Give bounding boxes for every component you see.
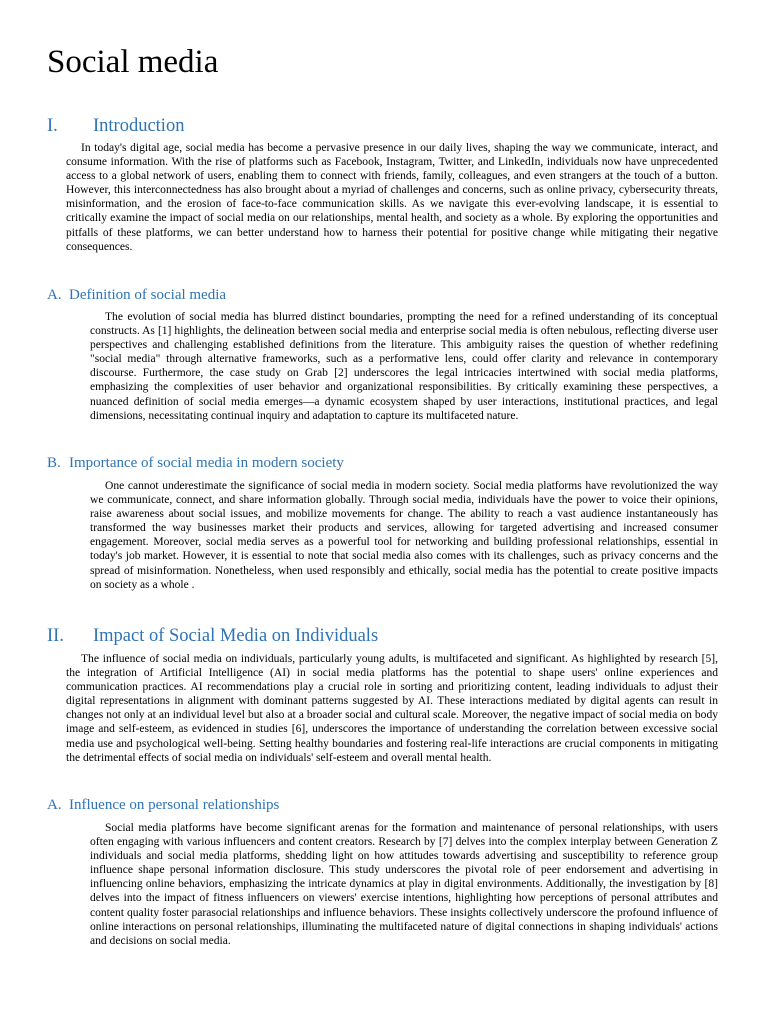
impact-paragraph: The influence of social media on individuals, particularly young adults, is multifaceted and significant. As highlighted by research [5], the integration of Artificial Intelligence (AI) in social media platforms has the potential to shape users' online experiences and communication practices. AI recommendations play a crucial role in sorting and prioritizing content, leading individuals to adjust their digital representations in alignment with dominant patterns suggested by AI. These interactions mediated by digital agents can result in changes not only at an individual level but also at a broader social and cultural scale. Moreover, the negative impact of social media on body image and self-esteem, as evidenced in studies [6], underscores the importance of understanding the correlation between excessive social media use and psychological well-being. Setting healthy boundaries and fostering real-life interactions are crucial components in mitigating the detrimental effects of social media on individuals' self-esteem and overall mental health. bbox=[66, 653, 718, 764]
relationships-paragraph: Social media platforms have become significant arenas for the formation and maintenance of personal relationships, with users often engaging with various influencers and content creators. Research by [7] delves into the complex interplay between Generation Z individuals and social media platforms, shedding light on how attitudes towards advertising and susceptibility to reference group influence shape personal information disclosure. This study underscores the pivotal role of peer endorsement and advertising in influencing online behaviors, emphasizing the intricate dynamics at play in digital environments. Additionally, the investigation by [8] delves into the impact of fitness influencers on viewers' exercise intentions, highlighting how perceptions of personal attributes and content quality foster parasocial relationships and influence behaviors. These insights collectively underscore the profound influence of online interactions on personal relationships, illuminating the multifaceted nature of digital connections in shaping individuals' actions and decisions on social media. bbox=[90, 822, 718, 947]
subsection-letter: A. bbox=[47, 797, 62, 813]
subsection-title: Influence on personal relationships bbox=[69, 797, 280, 813]
definition-paragraph: The evolution of social media has blurred distinct boundaries, prompting the need for a refined understanding of its conceptual constructs. As [1] highlights, the delineation between social media and enterprise social media is often nebulous, reflecting diverse user perspectives and challenging established definitions from the literature. This ambiguity raises the question of whether redefining "social media" through alternative frameworks, such as a performative lens, could offer clarity and relevance in contemporary discourse. Furthermore, the case study on Grab [2] underscores the legal intricacies intertwined with social media platforms, emphasizing the complexities of user behavior and organizational responsibilities. By critically examining these perspectives, a nuanced definition of social media emerges—a dynamic ecosystem shaped by user interactions, institutional practices, and legal dimensions, necessitating continual inquiry and adaptation to capture its multifaceted nature. bbox=[90, 311, 718, 422]
section-title: Impact of Social Media on Individuals bbox=[93, 626, 379, 646]
subsection-heading-relationships bbox=[47, 797, 279, 814]
section-title: Introduction bbox=[93, 116, 185, 136]
section-heading-impact bbox=[47, 626, 378, 646]
document-title: Social media bbox=[47, 44, 219, 80]
section-heading-introduction bbox=[47, 116, 184, 136]
subsection-heading-definition bbox=[47, 287, 226, 304]
section-number: II. bbox=[47, 626, 64, 646]
subsection-title: Importance of social media in modern society bbox=[69, 455, 344, 471]
importance-paragraph: One cannot underestimate the significance of social media in modern society. Social media platforms have revolutionized the way we communicate, connect, and share information globally. Through social media, individuals have the power to voice their opinions, raise awareness about social issues, and mobilize movements for change. The ability to reach a vast audience instantaneously has transformed the way businesses market their products and services, allowing for targeted advertising and increased consumer engagement. Moreover, social media serves as a powerful tool for networking and building professional relationships, essential in today's job market. However, it is essential to note that social media also comes with its challenges, such as privacy concerns and the spread of misinformation. Nonetheless, when used responsibly and ethically, social media has the potential to create positive impacts on society as a whole . bbox=[90, 480, 718, 591]
subsection-title: Definition of social media bbox=[69, 287, 227, 303]
section-number: I. bbox=[47, 116, 58, 136]
subsection-letter: A. bbox=[47, 287, 62, 303]
subsection-letter: B. bbox=[47, 455, 61, 471]
subsection-heading-importance bbox=[47, 455, 344, 472]
introduction-paragraph: In today's digital age, social media has become a pervasive presence in our daily lives, shaping the way we communicate, interact, and consume information. With the rise of platforms such as Facebook, Instagram, Twitter, and LinkedIn, individuals now have unprecedented access to a global network of users, enabling them to connect with friends, family, colleagues, and even strangers at the touch of a button. However, this interconnectedness has also brought about a myriad of challenges and concerns, such as online privacy, cybersecurity threats, misinformation, and the erosion of face-to-face communication skills. As we navigate this ever-evolving landscape, it is essential to critically examine the impact of social media on our relationships, mental health, and society as a whole. By exploring the opportunities and pitfalls of these platforms, we can better understand how to harness their potential for positive change while mitigating their negative consequences. bbox=[66, 142, 718, 253]
